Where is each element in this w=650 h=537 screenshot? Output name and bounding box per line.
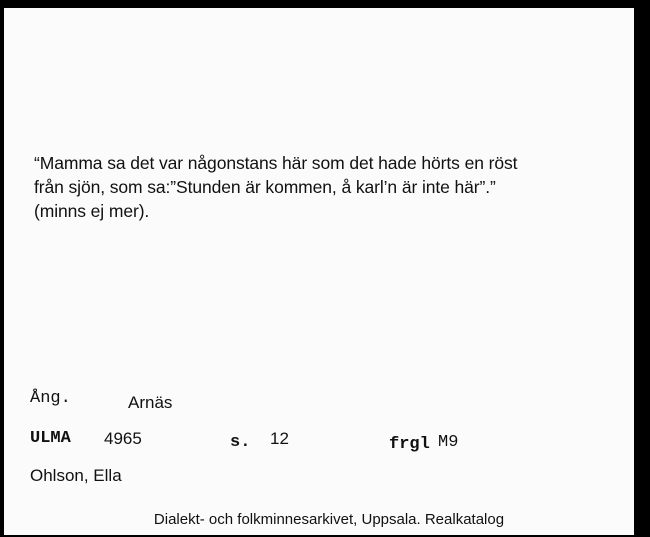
quote-line-1: “Mamma sa det var någonstans här som det hade hörts en röst [34,153,518,173]
archive-footer: Dialekt- och folkminnesarkivet, Uppsala. Realkatalog [153,511,505,528]
page-number: 12 [270,429,289,448]
scan-edge [634,0,650,537]
archive-card [4,8,634,535]
archive-label: ULMA [30,429,71,448]
page-label: s. [230,433,251,452]
place-label: Ång. [30,389,71,408]
quote-line-2: från sjön, som sa:”Stunden är kommen, å karl’n är inte här”.” [34,177,496,197]
form-value: M9 [438,433,459,452]
quote-line-3: (minns ej mer). [34,201,150,221]
informant-name: Ohlson, Ella [30,466,122,485]
quote-text [34,151,624,223]
form-label: frgl [389,435,430,454]
archive-number: 4965 [104,429,142,448]
place-value: Arnäs [128,393,173,412]
